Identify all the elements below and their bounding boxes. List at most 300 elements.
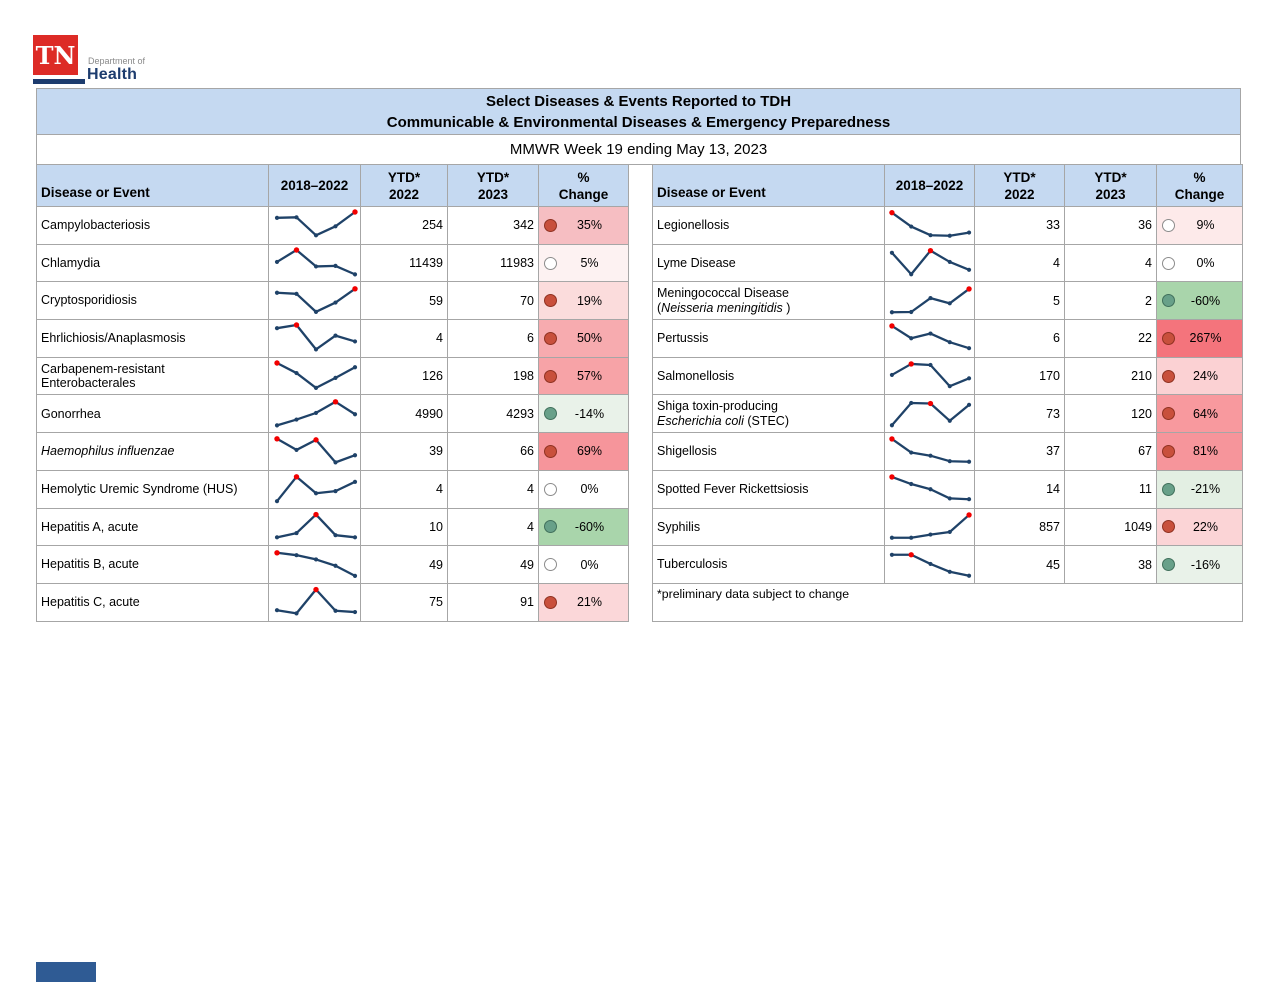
no-change-indicator-icon — [544, 558, 557, 571]
increase-indicator-icon — [544, 445, 557, 458]
decrease-indicator-icon — [1162, 558, 1175, 571]
logo-department-of: Department of — [88, 56, 146, 66]
disease-row — [37, 282, 629, 320]
disease-name-line — [41, 256, 268, 271]
trend-cell — [885, 546, 975, 584]
percent-change-cell — [1157, 433, 1243, 471]
percent-change-cell — [539, 471, 629, 509]
percent-change-value: 69% — [576, 444, 603, 459]
sparkline-point — [274, 499, 278, 503]
disease-name — [653, 282, 885, 320]
sparkline-point — [352, 412, 356, 416]
disease-name — [653, 358, 885, 396]
column-header-line: 2023 — [477, 186, 509, 202]
sparkline-point — [967, 460, 971, 464]
percent-change-cell — [539, 395, 629, 433]
sparkline-point — [274, 608, 278, 612]
sparkline-point — [313, 557, 317, 561]
sparkline-high-point — [966, 512, 971, 517]
column-header-line: Change — [1174, 186, 1225, 202]
sparkline-high-point — [313, 438, 318, 443]
ytd-2023-value: 2 — [1065, 282, 1157, 320]
sparkline-chart — [885, 509, 974, 545]
disease-name-line — [657, 301, 884, 316]
percent-change-value: 267% — [1189, 331, 1222, 346]
ytd-2023-value: 198 — [448, 358, 539, 396]
no-change-indicator-icon — [544, 257, 557, 270]
sparkline-point — [333, 264, 337, 268]
sparkline-point — [352, 272, 356, 276]
percent-change-value: -60% — [574, 519, 605, 534]
disease-name-segment: Campylobacteriosis — [41, 218, 151, 233]
sparkline-chart — [885, 245, 974, 281]
disease-name-segment: (STEC) — [743, 413, 789, 428]
table-header-row — [653, 165, 1243, 207]
sparkline-point — [294, 611, 298, 615]
percent-change-cell — [1157, 282, 1243, 320]
logo-health: Health — [87, 66, 138, 83]
percent-change-value: -16% — [1190, 557, 1221, 572]
sparkline-point — [948, 234, 952, 238]
disease-name-line — [657, 399, 884, 414]
ytd-2022-value: 5 — [975, 282, 1065, 320]
ytd-2023-value: 70 — [448, 282, 539, 320]
sparkline-high-point — [909, 552, 914, 557]
sparkline-chart — [885, 358, 974, 394]
sparkline-chart — [270, 358, 360, 394]
column-header-line: Disease or Event — [41, 185, 150, 200]
ytd-2023-value: 4 — [1065, 245, 1157, 283]
column-header-ytd-2023 — [448, 165, 539, 207]
ytd-2023-value: 4293 — [448, 395, 539, 433]
disease-name-segment: Lyme Disease — [657, 255, 736, 270]
disease-row — [653, 245, 1243, 283]
sparkline-chart — [270, 283, 360, 319]
column-header-line: YTD* — [1094, 169, 1127, 185]
sparkline-chart — [270, 509, 360, 545]
sparkline-point — [274, 326, 278, 330]
disease-name-segment: Shiga toxin-producing — [657, 399, 778, 414]
disease-name — [653, 320, 885, 358]
trend-cell — [885, 245, 975, 283]
sparkline-point — [948, 530, 952, 534]
ytd-2022-value: 126 — [361, 358, 448, 396]
report-subtitle: MMWR Week 19 ending May 13, 2023 — [36, 135, 1241, 165]
sparkline-point — [294, 371, 298, 375]
sparkline-chart — [885, 320, 974, 356]
left-disease-table — [36, 164, 629, 622]
disease-name-segment: Hepatitis B, acute — [41, 557, 139, 572]
sparkline-chart — [270, 584, 360, 620]
ytd-2023-value: 4 — [448, 509, 539, 547]
disease-name-segment: Syphilis — [657, 519, 701, 534]
sparkline-point — [333, 334, 337, 338]
disease-name-segment: Spotted Fever Rickettsiosis — [657, 481, 809, 496]
ytd-2022-value: 37 — [975, 433, 1065, 471]
ytd-2022-value: 49 — [361, 546, 448, 584]
ytd-2023-value: 22 — [1065, 320, 1157, 358]
ytd-2022-value: 39 — [361, 433, 448, 471]
disease-name — [653, 471, 885, 509]
sparkline-point — [274, 260, 278, 264]
sparkline-point — [909, 225, 913, 229]
sparkline-point — [294, 553, 298, 557]
sparkline-high-point — [313, 512, 318, 517]
disease-name-line — [657, 414, 884, 429]
sparkline-point — [928, 487, 932, 491]
percent-change-value: 5% — [580, 256, 599, 271]
disease-row — [37, 546, 629, 584]
sparkline-point — [352, 340, 356, 344]
percent-change-value: 50% — [576, 331, 603, 346]
trend-cell — [885, 320, 975, 358]
tdh-logo — [33, 35, 253, 90]
disease-name — [37, 245, 269, 283]
column-header-trend — [885, 165, 975, 207]
disease-row — [653, 320, 1243, 358]
percent-change-value: 57% — [576, 369, 603, 384]
sparkline-high-point — [274, 360, 279, 365]
sparkline-point — [928, 454, 932, 458]
decrease-indicator-icon — [544, 520, 557, 533]
decrease-indicator-icon — [1162, 294, 1175, 307]
percent-change-value: 81% — [1192, 444, 1219, 459]
decrease-indicator-icon — [1162, 483, 1175, 496]
footer-bar — [36, 962, 96, 982]
percent-change-value: 0% — [1196, 256, 1215, 271]
percent-change-cell — [1157, 245, 1243, 283]
sparkline-point — [352, 535, 356, 539]
sparkline-high-point — [274, 550, 279, 555]
footnote-row — [653, 584, 1243, 622]
sparkline-chart — [885, 207, 974, 243]
sparkline-point — [948, 341, 952, 345]
disease-row — [37, 320, 629, 358]
percent-change-cell — [1157, 546, 1243, 584]
disease-row — [653, 282, 1243, 320]
disease-name — [37, 509, 269, 547]
sparkline-point — [313, 309, 317, 313]
trend-cell — [885, 395, 975, 433]
footnote-text: *preliminary data subject to change — [653, 584, 1243, 622]
sparkline-point — [909, 272, 913, 276]
ytd-2022-value: 857 — [975, 509, 1065, 547]
disease-name-line — [41, 218, 268, 233]
sparkline-point — [890, 373, 894, 377]
sparkline-point — [967, 347, 971, 351]
disease-name — [37, 320, 269, 358]
sparkline-point — [274, 216, 278, 220]
disease-name-segment: Meningococcal Disease — [657, 286, 790, 301]
sparkline-point — [274, 290, 278, 294]
ytd-2023-value: 120 — [1065, 395, 1157, 433]
trend-cell — [269, 433, 361, 471]
sparkline-chart — [270, 207, 360, 243]
logo-underline-bar — [33, 79, 85, 84]
percent-change-cell — [1157, 207, 1243, 245]
column-header-line: 2023 — [1095, 186, 1126, 202]
disease-name-line — [657, 286, 884, 301]
sparkline-point — [948, 384, 952, 388]
percent-change-cell — [1157, 358, 1243, 396]
sparkline-point — [967, 376, 971, 380]
trend-cell — [269, 546, 361, 584]
disease-name-line — [41, 557, 268, 572]
increase-indicator-icon — [544, 219, 557, 232]
sparkline-point — [948, 260, 952, 264]
disease-name-segment: ( — [657, 300, 662, 315]
percent-change-value: 19% — [576, 293, 603, 308]
increase-indicator-icon — [544, 294, 557, 307]
no-change-indicator-icon — [544, 483, 557, 496]
no-change-indicator-icon — [1162, 257, 1175, 270]
disease-row — [653, 207, 1243, 245]
disease-name-line — [41, 376, 268, 391]
trend-cell — [269, 584, 361, 622]
table-header-row — [37, 165, 629, 207]
sparkline-point — [928, 233, 932, 237]
disease-name-segment: Legionellosis — [657, 218, 730, 233]
percent-change-value: 35% — [576, 218, 603, 233]
disease-name — [37, 584, 269, 622]
sparkline-high-point — [293, 247, 298, 252]
sparkline-point — [352, 365, 356, 369]
disease-row — [37, 358, 629, 396]
ytd-2023-value: 49 — [448, 546, 539, 584]
ytd-2023-value: 11983 — [448, 245, 539, 283]
sparkline-point — [928, 532, 932, 536]
disease-name-segment: Salmonellosis — [657, 368, 735, 383]
ytd-2023-value: 6 — [448, 320, 539, 358]
trend-cell — [885, 433, 975, 471]
disease-row — [653, 395, 1243, 433]
disease-name-line — [657, 256, 884, 271]
disease-row — [37, 207, 629, 245]
disease-row — [653, 433, 1243, 471]
sparkline-point — [948, 301, 952, 305]
ytd-2022-value: 73 — [975, 395, 1065, 433]
trend-cell — [885, 282, 975, 320]
disease-name-line — [41, 444, 268, 459]
trend-cell — [269, 207, 361, 245]
sparkline-point — [967, 497, 971, 501]
ytd-2023-value: 36 — [1065, 207, 1157, 245]
sparkline-chart — [270, 433, 360, 469]
sparkline-point — [294, 448, 298, 452]
ytd-2023-value: 210 — [1065, 358, 1157, 396]
sparkline-high-point — [966, 286, 971, 291]
disease-row — [653, 358, 1243, 396]
disease-row — [653, 509, 1243, 547]
sparkline-high-point — [274, 437, 279, 442]
sparkline-point — [313, 411, 317, 415]
ytd-2022-value: 33 — [975, 207, 1065, 245]
sparkline-point — [294, 531, 298, 535]
disease-name — [653, 509, 885, 547]
sparkline-point — [890, 310, 894, 314]
sparkline-chart — [885, 283, 974, 319]
sparkline-point — [294, 291, 298, 295]
disease-name-segment: Enterobacterales — [41, 376, 136, 391]
disease-name — [37, 395, 269, 433]
sparkline-high-point — [352, 286, 357, 291]
tn-logo-text: TN — [35, 40, 76, 70]
ytd-2023-value: 38 — [1065, 546, 1157, 584]
disease-name — [37, 433, 269, 471]
ytd-2022-value: 170 — [975, 358, 1065, 396]
trend-cell — [269, 282, 361, 320]
percent-change-cell — [539, 584, 629, 622]
disease-name — [653, 395, 885, 433]
increase-indicator-icon — [1162, 445, 1175, 458]
column-header-line: 2018–2022 — [895, 178, 964, 193]
ytd-2022-value: 4 — [361, 471, 448, 509]
ytd-2022-value: 4 — [975, 245, 1065, 283]
ytd-2023-value: 11 — [1065, 471, 1157, 509]
disease-name-segment: Tuberculosis — [657, 557, 728, 572]
sparkline-chart — [885, 396, 974, 432]
percent-change-cell — [539, 282, 629, 320]
sparkline-point — [948, 569, 952, 573]
ytd-2022-value: 11439 — [361, 245, 448, 283]
disease-name — [653, 207, 885, 245]
sparkline-point — [333, 489, 337, 493]
sparkline-point — [928, 363, 932, 367]
sparkline-point — [890, 552, 894, 556]
sparkline-point — [274, 535, 278, 539]
sparkline-high-point — [889, 210, 894, 215]
column-header-disease — [37, 165, 269, 207]
ytd-2023-value: 342 — [448, 207, 539, 245]
disease-name-line — [41, 331, 268, 346]
disease-row — [37, 433, 629, 471]
ytd-2023-value: 1049 — [1065, 509, 1157, 547]
increase-indicator-icon — [544, 370, 557, 383]
column-header-line: % — [1193, 169, 1206, 185]
title-line-1: Select Diseases & Events Reported to TDH — [485, 92, 792, 110]
trend-cell — [269, 320, 361, 358]
disease-name-segment: Haemophilus influenzae — [41, 444, 175, 459]
disease-name-segment: ) — [782, 300, 791, 315]
percent-change-value: -14% — [574, 406, 605, 421]
sparkline-point — [928, 332, 932, 336]
column-header-ytd-2022 — [975, 165, 1065, 207]
percent-change-cell — [539, 546, 629, 584]
disease-name — [37, 282, 269, 320]
ytd-2022-value: 14 — [975, 471, 1065, 509]
trend-cell — [885, 509, 975, 547]
percent-change-value: 24% — [1192, 369, 1219, 384]
column-header-disease — [653, 165, 885, 207]
sparkline-point — [352, 573, 356, 577]
sparkline-high-point — [293, 474, 298, 479]
increase-indicator-icon — [1162, 407, 1175, 420]
ytd-2022-value: 75 — [361, 584, 448, 622]
increase-indicator-icon — [544, 332, 557, 345]
sparkline-point — [333, 609, 337, 613]
sparkline-point — [967, 268, 971, 272]
increase-indicator-icon — [544, 596, 557, 609]
percent-change-value: -60% — [1190, 293, 1221, 308]
sparkline-point — [909, 310, 913, 314]
disease-name-line — [657, 557, 884, 572]
report-title — [36, 88, 1241, 135]
column-header-ytd-2022 — [361, 165, 448, 207]
sparkline-point — [294, 417, 298, 421]
disease-name-segment: Escherichia coli — [657, 413, 744, 428]
ytd-2022-value: 59 — [361, 282, 448, 320]
percent-change-cell — [539, 320, 629, 358]
column-header-line: Change — [558, 186, 609, 202]
disease-row — [653, 546, 1243, 584]
column-header-line: 2022 — [388, 186, 420, 202]
sparkline-point — [274, 423, 278, 427]
trend-cell — [885, 207, 975, 245]
trend-cell — [885, 471, 975, 509]
sparkline-high-point — [332, 399, 337, 404]
percent-change-value: 0% — [580, 557, 599, 572]
sparkline-point — [352, 480, 356, 484]
disease-name-segment: Neisseria meningitidis — [661, 300, 783, 315]
disease-name — [37, 358, 269, 396]
percent-change-value: 9% — [1196, 218, 1215, 233]
disease-row — [653, 471, 1243, 509]
disease-name-segment: Pertussis — [657, 331, 709, 346]
increase-indicator-icon — [1162, 332, 1175, 345]
title-line-2: Communicable & Environmental Diseases & Emergency Preparedness — [386, 113, 891, 131]
column-header-line: YTD* — [476, 169, 510, 185]
sparkline-chart — [270, 320, 360, 356]
percent-change-cell — [1157, 320, 1243, 358]
percent-change-cell — [539, 207, 629, 245]
increase-indicator-icon — [1162, 520, 1175, 533]
sparkline-point — [909, 451, 913, 455]
right-disease-table — [652, 164, 1243, 622]
decrease-indicator-icon — [544, 407, 557, 420]
disease-name — [37, 207, 269, 245]
ytd-2022-value: 254 — [361, 207, 448, 245]
report — [36, 88, 1241, 622]
ytd-2023-value: 91 — [448, 584, 539, 622]
sparkline-point — [948, 419, 952, 423]
percent-change-cell — [539, 433, 629, 471]
percent-change-value: 64% — [1192, 406, 1219, 421]
sparkline-point — [333, 376, 337, 380]
sparkline-point — [890, 423, 894, 427]
disease-name-line — [41, 407, 268, 422]
tn-logo-mark — [33, 35, 78, 75]
sparkline-point — [928, 561, 932, 565]
disease-name-segment: Ehrlichiosis/Anaplasmosis — [41, 331, 186, 346]
sparkline-point — [948, 496, 952, 500]
sparkline-chart — [270, 245, 360, 281]
percent-change-cell — [1157, 471, 1243, 509]
column-header-ytd-2023 — [1065, 165, 1157, 207]
sparkline-point — [890, 251, 894, 255]
percent-change-cell — [1157, 395, 1243, 433]
disease-name-segment: Carbapenem-resistant — [41, 361, 165, 376]
disease-name-line — [41, 595, 268, 610]
disease-name — [37, 546, 269, 584]
sparkline-point — [294, 216, 298, 220]
sparkline-point — [967, 231, 971, 235]
percent-change-value: 22% — [1192, 519, 1219, 534]
disease-row — [37, 584, 629, 622]
disease-name-line — [657, 369, 884, 384]
sparkline-chart — [270, 547, 360, 583]
no-change-indicator-icon — [1162, 219, 1175, 232]
column-header-pct-change — [539, 165, 629, 207]
